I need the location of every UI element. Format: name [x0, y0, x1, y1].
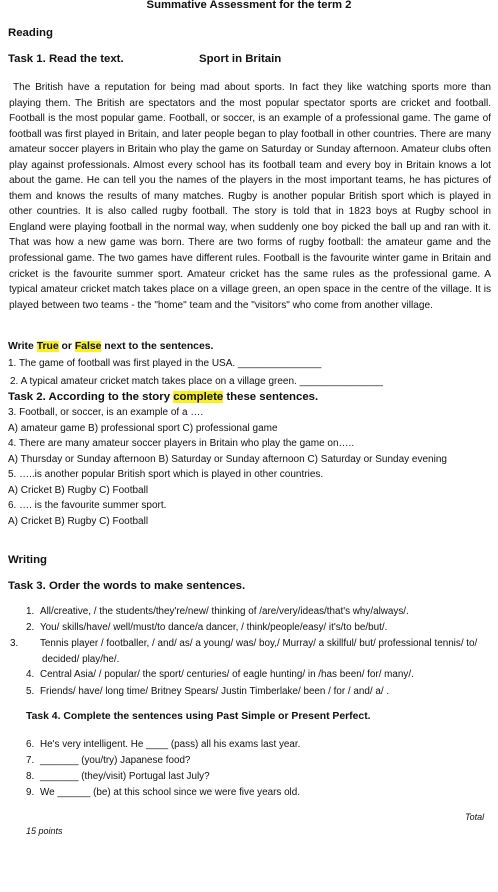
task2-line: A) Cricket B) Rugby C) Football: [8, 516, 149, 527]
task4-item: 9. We ______ (be) at this school since we were five years old.: [26, 787, 300, 798]
task3-heading: Task 3. Order the words to make sentences.: [8, 580, 246, 592]
tf-item: 2. A typical amateur cricket match takes place on a village green. _______________: [10, 376, 384, 387]
task3-item: 2. You/ skills/have/ well/must/to dance/a dancer, / think/people/easy/ it's/to be/but/.: [26, 622, 388, 633]
task4-item: 6. He's very intelligent. He ____ (pass) all his exams last year.: [26, 739, 301, 750]
task3-item: 3. Tennis player / footballer, / and/ as/ a young/ was/ boy,/ Murray/ a skillful/ but/ professional tennis/ to/ decided/ play/he/.: [10, 638, 478, 665]
text-title: Sport in Britain: [199, 53, 282, 65]
true-false-instruction: Write True or False next to the sentences.: [8, 341, 214, 352]
task4-heading: Task 4. Complete the sentences using Past Simple or Present Perfect.: [26, 711, 371, 722]
points-label: 15 points: [26, 826, 63, 836]
complete-highlight: complete: [173, 391, 224, 403]
task1-heading: Task 1. Read the text.: [8, 53, 124, 65]
task3-item: 1. All/creative, / the students/they're/new/ thinking of /are/very/ideas/that's why/always/.: [26, 606, 409, 617]
page-title: Summative Assessment for the term 2: [146, 0, 352, 11]
reading-heading: Reading: [8, 27, 53, 39]
task4-item: 7. _______ (you/try) Japanese food?: [26, 755, 191, 766]
task2-line: A) Cricket B) Rugby C) Football: [8, 485, 149, 496]
task4-item: 8. _______ (they/visit) Portugal last July?: [26, 771, 210, 782]
reading-paragraph: The British have a reputation for being mad about sports. In fact they like watching sports more than playing them. The British are spectators and the most popular spectator sports are cricket and football. Football is the most popular game. Football, or soccer, is an example of a professional game. The game of football was first played in Britain, and later people began to play football in other countries. There are many amateur soccer players in Britain who play the game on Saturday or Sunday afternoon. Amateur clubs often play against professionals. Almost every school has its football team and every boy in Britain knows a lot about the game. He can tell you the names of the players in the most important teams, he has pictures of them and knows the results of many matches. Rugby is another popular British sport which is played in other countries. It is also called rugby football. The story is told that in 1823 boys at Rugby school in England were playing football in the normal way, when suddenly one boy picked the ball up and ran with it. That was how a new game was born. There are two forms of rugby football: the amateur game and the professional game. The two games have different rules. Football is the favourite winter game in Britain and cricket is the favourite summer sport. Amateur cricket has the same rules as the professional game. A typical amateur cricket match takes place on a village green, an open space in the centre of the village. It is played between two teams - the "home" team and the "visitors" who come from another village.: [9, 82, 491, 311]
task2-line: 5. …..is another popular British sport which is played in other countries.: [8, 469, 324, 480]
task2-heading: Task 2. According to the story complete these sentences.: [8, 391, 319, 403]
task3-item: 4. Central Asia/ / popular/ the sport/ centuries/ of eagle hunting/ in /has been/ for/ many/.: [26, 669, 414, 680]
true-highlight: True: [36, 341, 59, 352]
task2-line: 4. There are many amateur soccer players in Britain who play the game on…..: [8, 438, 355, 449]
task2-line: 6. …. is the favourite summer sport.: [8, 500, 167, 511]
task2-line: A) Thursday or Sunday afternoon B) Saturday or Sunday afternoon C) Saturday or Sunday evening: [8, 454, 447, 465]
task2-line: A) amateur game B) professional sport C) professional game: [8, 423, 278, 434]
writing-heading: Writing: [8, 554, 48, 566]
task2-line: 3. Football, or soccer, is an example of a ….: [8, 407, 204, 418]
false-highlight: False: [74, 341, 102, 352]
tf-item: 1. The game of football was first played in the USA. _______________: [8, 358, 322, 369]
total-label: Total: [465, 812, 485, 822]
task3-item: 5. Friends/ have/ long time/ Britney Spears/ Justin Timberlake/ been / for / and/ a/ .: [26, 686, 390, 697]
